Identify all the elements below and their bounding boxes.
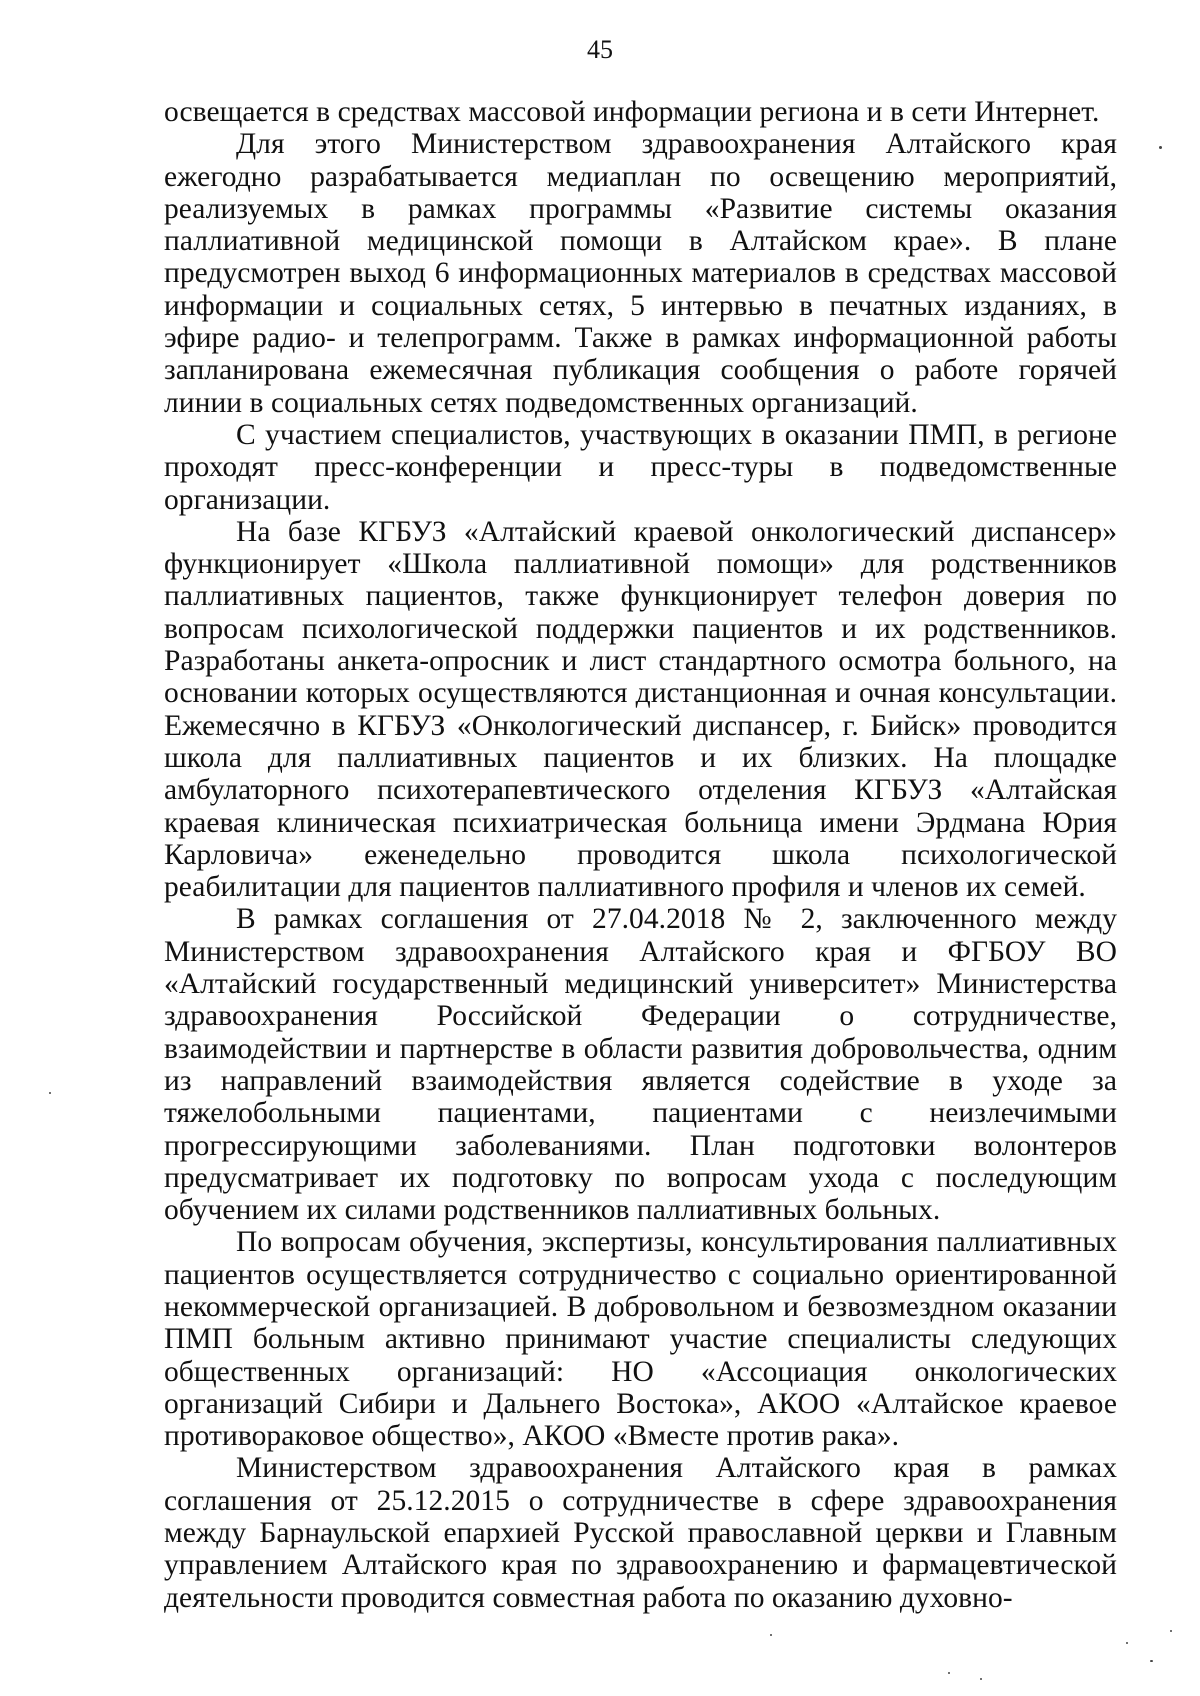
scan-speck <box>49 1092 51 1094</box>
scan-speck <box>948 1672 950 1674</box>
paragraph-ngo: По вопросам обучения, экспертизы, консультирования паллиативных пациентов осуществляется сотрудничество с социально ориентированной некоммерческой организацией. В добровольном и безвозмездном оказании ПМП больным активно принимают участие специалисты следующих общественных организаций: НО «Ассоциация онкологических организаций Сибири и Дальнего Востока», АКОО «Алтайское краевое противораковое общество», АКОО «Вместе против рака». <box>164 1226 1117 1453</box>
paragraph-mediaplan: Для этого Министерством здравоохранения Алтайского края ежегодно разрабатывается медиаплан по освещению мероприятий, реализуемых в рамках программы «Развитие системы оказания паллиативной медицинской помощи в Алтайском крае». В плане предусмотрен выход 6 информационных материалов в средствах массовой информации и социальных сетях, 5 интервью в печатных изданиях, в эфире радио- и телепрограмм. Также в рамках информационной работы запланирована ежемесячная публикация сообщения о работе горячей линии в социальных сетях подведомственных организаций. <box>164 128 1117 419</box>
scan-speck <box>1170 1630 1172 1632</box>
scan-speck <box>980 1678 982 1680</box>
paragraph-continuation: освещается в средствах массовой информации региона и в сети Интернет. <box>164 96 1100 128</box>
page-number: 45 <box>587 35 613 64</box>
paragraph-schools: На базе КГБУЗ «Алтайский краевой онкологический диспансер» функционирует «Школа паллиативной помощи» для родственников паллиативных пациентов, также функционирует телефон доверия по вопросам психологической поддержки пациентов и их родственников. Разработаны анкета-опросник и лист стандартного осмотра больного, на основании которых осуществляются дистанционная и очная консультации. Ежемесячно в КГБУЗ «Онкологический диспансер, г. Бийск» проводится школа для паллиативных пациентов и их близких. На площадке амбулаторного психотерапевтического отделения КГБУЗ «Алтайская краевая клиническая психиатрическая больница имени Эрдмана Юрия Карловича» еженедельно проводится школа психологической реабилитации для пациентов паллиативного профиля и членов их семей. <box>164 515 1117 904</box>
paragraph-volunteers: В рамках соглашения от 27.04.2018 № 2, заключенного между Министерством здравоохранения Алтайского края и ФГБОУ ВО «Алтайский государственный медицинский университет» Министерства здравоохранения Российской Федерации о сотрудничестве, взаимодействии и партнерстве в области развития добровольчества, одним из направлений взаимодействия является содействие в уходе за тяжелобольными пациентами, пациентами с неизлечимыми прогрессирующими заболеваниями. План подготовки волонтеров предусматривает их подготовку по вопросам ухода с последующим обучением их силами родственников паллиативных больных. <box>164 903 1117 1227</box>
scan-speck <box>1150 1660 1153 1662</box>
paragraph-press: С участием специалистов, участвующих в оказании ПМП, в регионе проходят пресс-конференции и пресс-туры в подведомственные организации. <box>164 418 1117 516</box>
document-body <box>164 96 1117 1614</box>
paragraph-eparchy: Министерством здравоохранения Алтайского края в рамках соглашения от 25.12.2015 о сотрудничестве в сфере здравоохранения между Барнаульской епархией Русской православной церкви и Главным управлением Алтайского края по здравоохранению и фармацевтической деятельности проводится совместная работа по оказанию духовно- <box>164 1452 1117 1614</box>
scan-speck <box>770 1634 772 1636</box>
scan-speck <box>1126 1642 1128 1644</box>
scan-speck <box>1159 146 1162 149</box>
